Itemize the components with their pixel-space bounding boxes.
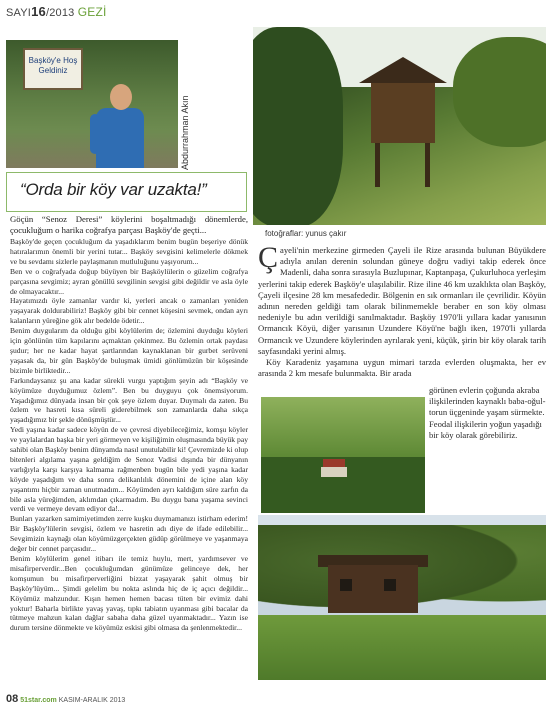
page-number: 08 [6,693,19,705]
body-paragraph: Başköy'de geçen çocukluğum da yaşadıklarım benim bugün beşeriye dönük hatıralarımın önemli bir yerini tutar... Başköy sevgisini kelimelerle dökmek ve bu sevdamı sizlerle paylaşmanın mutluluğunu yaşıyorum... [10,237,248,266]
author-photo [6,40,178,168]
body-paragraph: Bunları yazarken samimiyetimden zerre kuşku duymamanızı istirham ederim! Bir Başköy'lülerin sevgisi, özlem ve hasretin adı diye de ifade edilebilir... Sevgimizin kaynağı olan köyümüzgerçekten güdüp görülmeye ve yaşanmaya değer bir cennet parçasıdır... [10,514,248,554]
body-paragraph: Farkındaysanız şu ana kadar sürekli vurgu yaptığım şeyin adı “Başköy ve köyümüze duyduğumuz özlem”. Ben bu duyguyu çok önemsiyorum. Yaşadığımız dünyada insan bir çok şeye özlem duyar. Duymalı da zaten. Bu özlem ve hasreti kısa süreli giderebilmek son zamanlarda daha sıkça yaşadığımız bir şekle dönüşmüştür... [10,375,248,425]
right-column [258,241,546,379]
issue-year: /2013 [45,7,75,19]
lead-paragraph: Göçün “Senoz Deresi” köylerini boşaltmadığı dönemlerde, çocukluğum o harika coğrafya parçası Başköy'de geçti... [10,214,248,235]
page-footer [6,693,125,705]
intro-text: ayeli'nin merkezine girmeden Çayeli ile Rize arasında bulunan Büyükdere adıyla anılan derenin solundan güneye doğru vadiyi takip ederek önce Madenli, daha sonra sırasıyla Buzlupınar, Kaptanpaşa, Çukurluhoca yerleşim yerlerini takip ederek Başköy'e ulaşılabilir. Rize iline 46 km uzaklıkta olan Başköy, Çayeli ilçesine 28 km mesafededir. Bölgenin en sık ormanları ile çevrilidir. Köyün adının nereden geldiği tam olarak bilinmemekle beraber en son köy olması nedeniyle bu adın verildiği sanılmaktadır. Başköy 1970'li yıllara kadar yanısının Ormancık Köyü, diğer yarısının Uzundere Köyü'ne bağlı iken, 1970'li yıllarda Ormancık ve Uzundere köylerinden ayrılarak yeni, küçük, şirin bir köy olarak tarih sayfasındaki yerini almış. [258,245,546,356]
body-paragraph: Hayatımızdı öyle zamanlar vardır ki, yerleri ancak o zamanları yeniden yaşayarak doldurabiliriz! Başköy gibi bir cennet köşesini sevmek, ondan ayrı kalanların yüreğine gök alır bedelde ödetir... [10,296,248,326]
body-paragraph: Köy Karadeniz yaşamına uygun mimari tarzda evlerden oluşmakta, her ev arasında 2 km mesafe bulunmakta. Bir arada [258,357,546,379]
body-paragraph: Ben ve o coğrafyada doğup büyüyen bir Başköylülerin o güzelim coğrafya parçasına sevgimiz; ayran gönüllü sevgilinin sevgisi gibi değildir ve asla öyle de olmayacaktır... [10,266,248,296]
photo-credit: fotoğraflar: yunus çakır [265,229,347,238]
body-paragraph: Benim köylülerim genel itibarı ile temiz huylu, mert, yardımsever ve misafirperverdir...Ben çocukluğumdan günümüze gelinceye dek, her komşumun bu misafirperverliğini bizzat yaşayarak şahit olmuş bir Başköy'lüyüm... Şimdi gelelim bu nokta aslında hiç de iç açıcı değildir... Köyümüz mahzundur. Kışın hemen hemen bacası tüten bir evimiz dahi yoktur! Baharla birlikte yavaş yavaş, tıpkı tabiatın uyanması gibi bacalar da tütmeye mahzun kalan dağlar sabaha daha güzel uyanmaktadır... Yazın ise durum tersine dönmekte ve köyümüz eskisi gibi olmasa da şenlenmektedir... [10,554,248,633]
author-name-caption: Abdurrahman Akın [180,95,190,170]
section-name: GEZİ [77,5,107,19]
issue-header [6,4,107,19]
drop-cap: Ç [258,241,279,274]
main-photo [253,27,546,225]
intro-paragraph [258,241,546,357]
right-column-continued [429,385,546,441]
village-house-photo [258,515,546,680]
welcome-sign-text: Başköy'e Hoş Geldiniz [28,56,78,75]
body-paragraph: Benim duygularım da olduğu gibi köylülerim de; özlemini duyduğu köyleri için gönlünün tüm kapılarını açmaktan çekinmez. Bu özlemin ortak paydası şudur; her ne kadar hayat şartlarından kaynaklanan bir gurbet serüveni yaşasak da, bir gün Başköy'de buluşmak ümidi gönlümüzün bir köşesinde bizimle birliktedir... [10,326,248,375]
article-headline: “Orda bir köy var uzakta!” [20,180,207,199]
issue-number: 16 [31,4,46,19]
left-column [10,214,248,633]
welcome-sign [23,48,83,90]
valley-photo [261,397,425,513]
footer-issue: KASIM-ARALIK 2013 [58,697,126,704]
body-paragraph: görünen evlerin çoğunda akraba ilişkilerinden kaynaklı baba-oğul-torun üçgeninde yaşam sürmekte. Feodal ilişkilerin yoğun yaşadığı bir köy olarak görebiliriz. [429,385,546,440]
issue-label: SAYI [6,7,32,19]
body-paragraph: Yedi yaşına kadar sadece köyün de ve çevresi diyebileceğimiz, komşu köyler ve yaylalardan başka bir yeri görmeyen ve kişiliğimin oluşmasında büyük pay sahibi olan Başköy benim dünyamda nasıl unutulabilir ki! Çevremizde ki olup bitenleri algılama yaşına geldiğim de Senoz Vadisi dışında bir dünyanın varlığıyla karşı karşıya kalmama rağmenben bugün bile yedi yaşına kadar köyde yaşadığım ve daha sonra delikanlılık dönemini de içine alan köy yaşantımı hiçbir zaman unutmadım... Köyümden ayrı kaldığım süre zarfın da bile asla yüreğimden, aklımdan çıkarmadım. Bu duygu bana yaşama sevinci verdi ve vermeye devam ediyor da!... [10,425,248,514]
footer-brand: 51star.com [20,697,57,704]
